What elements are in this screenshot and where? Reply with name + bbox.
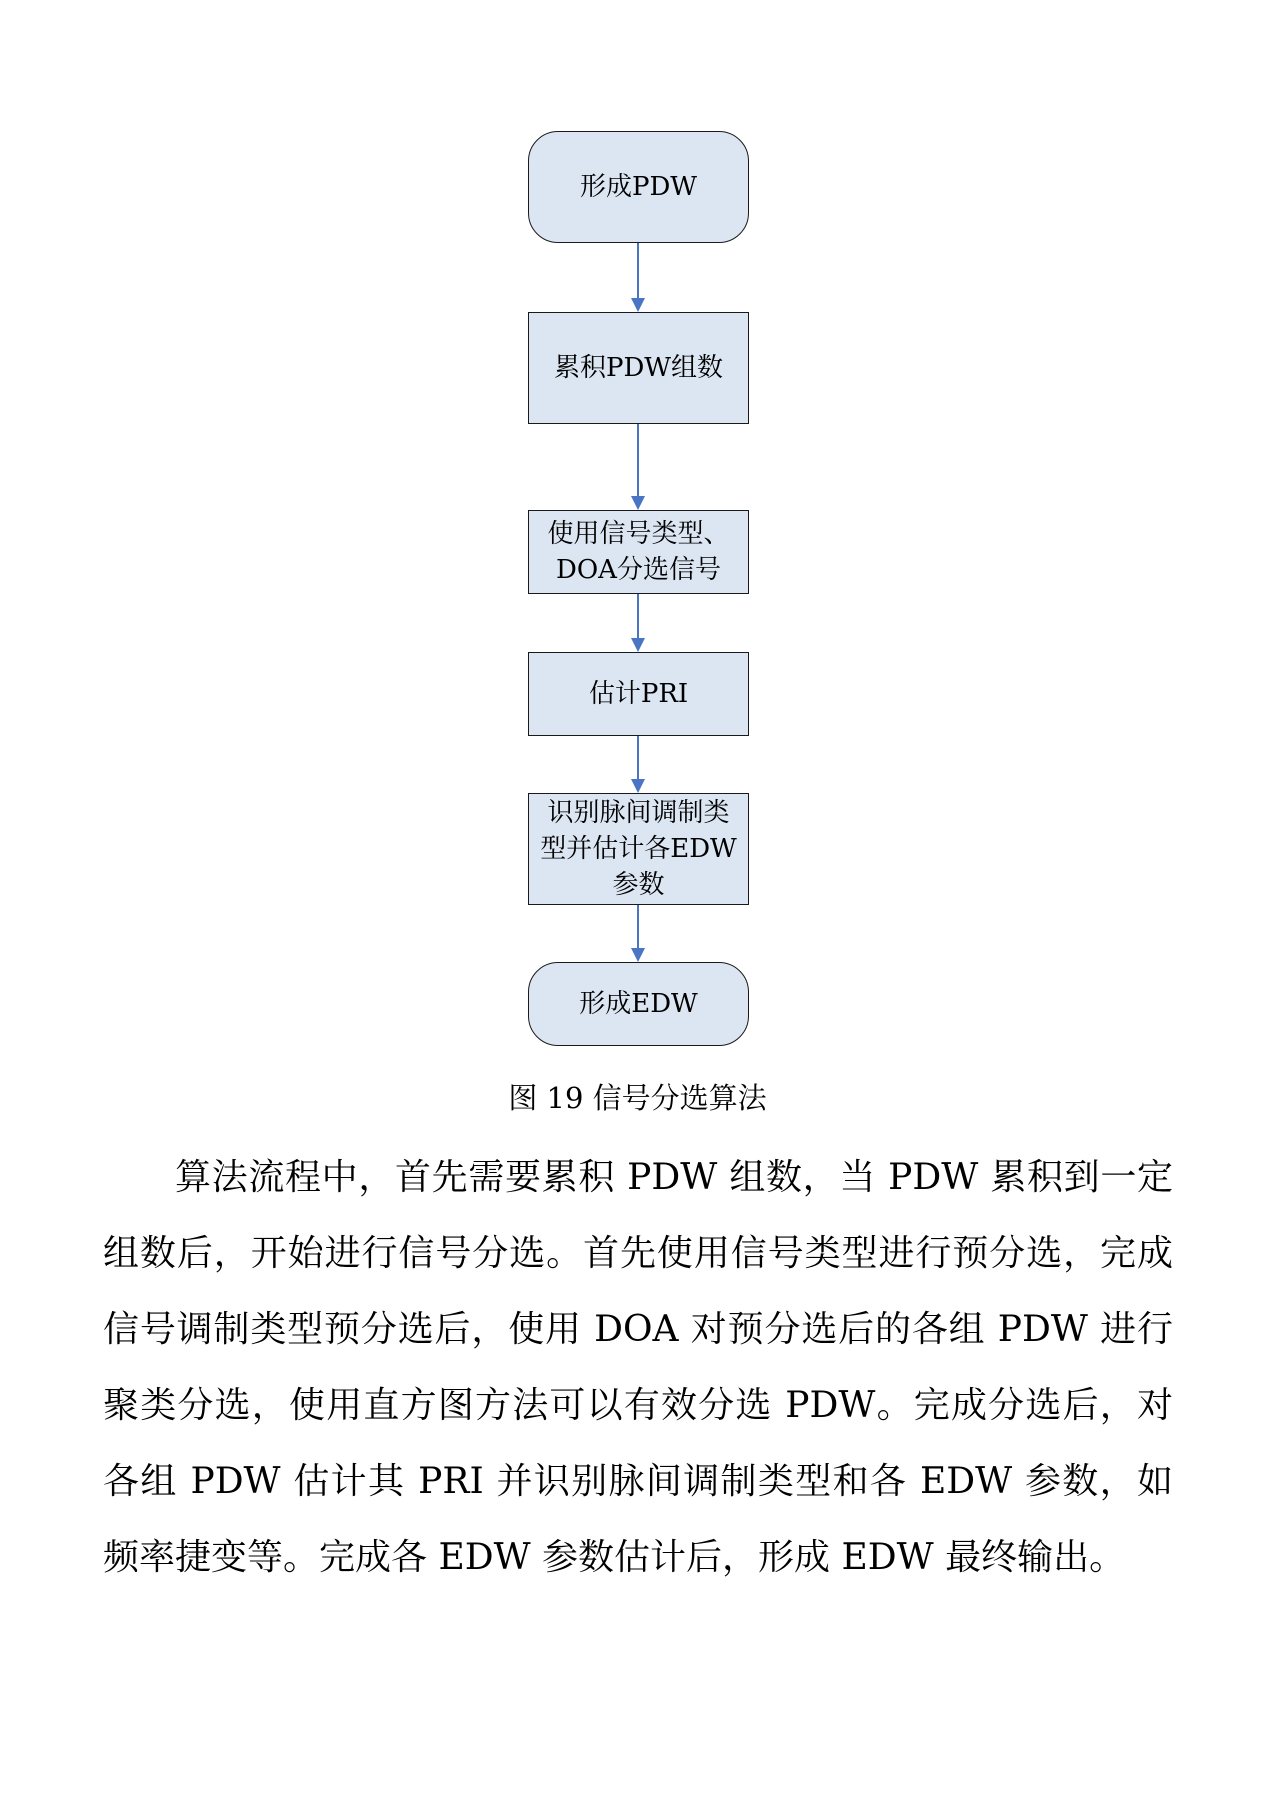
- arrowhead-1-icon: [631, 298, 645, 312]
- figure-caption: 图 19 信号分选算法: [508, 1081, 767, 1115]
- flow-step-identify-modulation: 识别脉间调制类 型并估计各EDW 参数: [528, 793, 749, 905]
- flow-arrow-4: [637, 736, 639, 784]
- flow-step-accumulate-pdw: 累积PDW组数: [528, 312, 749, 424]
- arrowhead-5-icon: [631, 948, 645, 962]
- arrowhead-3-icon: [631, 638, 645, 652]
- flow-arrow-5: [637, 905, 639, 953]
- flow-arrow-2: [637, 424, 639, 501]
- flow-step-form-pdw: 形成PDW: [528, 131, 749, 243]
- arrowhead-4-icon: [631, 779, 645, 793]
- flow-step-sort-signals: 使用信号类型、 DOA分选信号: [528, 510, 749, 594]
- arrowhead-2-icon: [631, 496, 645, 510]
- flow-arrow-3: [637, 594, 639, 643]
- flow-step-form-edw: 形成EDW: [528, 962, 749, 1046]
- body-paragraph: 算法流程中，首先需要累积 PDW 组数，当 PDW 累积到一定组数后，开始进行信号分选。首先使用信号类型进行预分选，完成信号调制类型预分选后，使用 DOA 对预分选后的各组 PDW 进行聚类分选，使用直方图方法可以有效分选 PDW。完成分选后，对各组 PDW 估计其 PRI 并识别脉间调制类型和各 EDW 参数，如频率捷变等。完成各 EDW 参数估计后，形成 EDW 最终输出。: [103, 1157, 1173, 1578]
- flow-arrow-1: [637, 243, 639, 303]
- flow-step-estimate-pri: 估计PRI: [528, 652, 749, 736]
